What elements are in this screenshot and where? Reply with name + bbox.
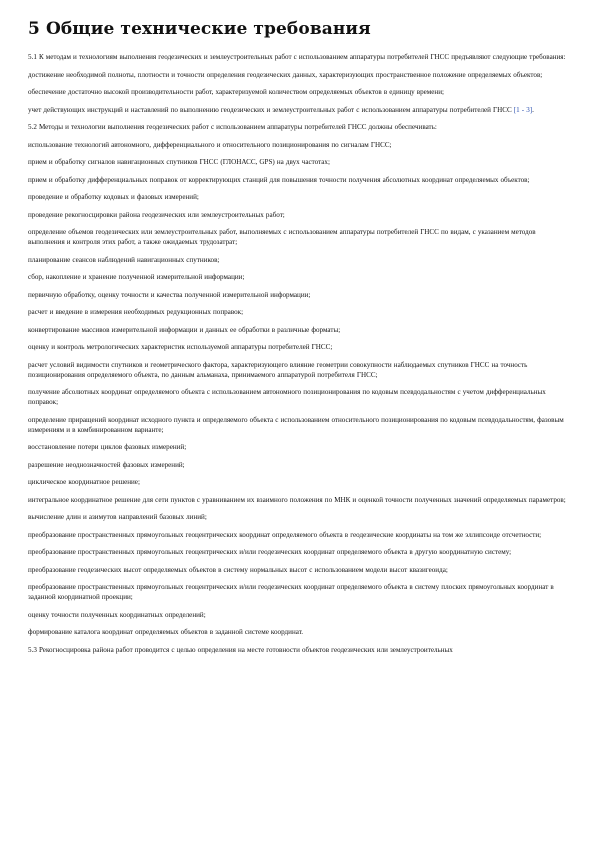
paragraph <box>28 70 567 80</box>
paragraph-text: преобразование пространственных прямоугольных геоцентрических и/или геодезических координат определяемого объекта в систему плоских прямоугольных координат в заданной координатной проекции; <box>28 583 554 601</box>
paragraph <box>28 582 567 602</box>
paragraph-text: конвертирование массивов измерительной информации и данных ее обработки в различные форматы; <box>28 325 341 334</box>
paragraph-text: разрешение неоднозначностей фазовых измерений; <box>28 460 185 469</box>
paragraph <box>28 325 567 335</box>
paragraph-text: планирование сеансов наблюдений навигационных спутников; <box>28 255 220 264</box>
paragraph <box>28 360 567 380</box>
paragraph <box>28 645 567 655</box>
paragraph-text: расчет условий видимости спутников и геометрического фактора, характеризующего влияние геометрии совокупности наблюдаемых спутников ГНСС на точность позиционирования определяемого объекта, по данным альманаха, принимаемого аппаратурой потребителя ГНСС; <box>28 360 528 379</box>
paragraph-text: 5.2 Методы и технологии выполнения геодезических работ с использованием аппаратуры потребителей ГНСС должны обеспечивать: <box>28 123 437 131</box>
paragraph <box>28 565 567 575</box>
paragraph <box>28 342 567 352</box>
paragraph-list <box>28 52 567 655</box>
paragraph <box>28 175 567 185</box>
paragraph <box>28 255 567 265</box>
paragraph-text: использование технологий автономного, дифференциального и относительного позиционирования по сигналам ГНСС; <box>28 140 392 149</box>
paragraph <box>28 272 567 282</box>
paragraph-text: получение абсолютных координат определяемого объекта с использованием автономного позиционирования по кодовым псевдодальностям с учетом дифференциальных поправок; <box>28 388 546 406</box>
paragraph <box>28 227 567 247</box>
paragraph-text: определение объемов геодезических или землеустроительных работ, выполняемых с использованием аппаратуры потребителей ГНСС по видам, с указанием методов выполнения и контроля этих работ, а также ожидаемых трудозатрат; <box>28 228 536 246</box>
paragraph-text: расчет и введение в измерения необходимых редукционных поправок; <box>28 308 244 316</box>
paragraph-text: вычисление длин и азимутов направлений базовых линий; <box>28 513 207 521</box>
paragraph-text: 5.3 Рекогносцировка района работ проводится с целью определения на месте готовности объектов геодезических или землеустроительных <box>28 645 453 654</box>
paragraph <box>28 495 567 505</box>
paragraph-text: определение приращений координат исходного пункта и определяемого объекта с использованием относительного позиционирования по кодовым псевдодальностям, фазовым измерениям и в комбинированном варианте; <box>28 415 564 434</box>
paragraph-text: проведение и обработку кодовых и фазовых измерений; <box>28 193 199 201</box>
paragraph <box>28 52 567 62</box>
paragraph-text: восстановление потери циклов фазовых измерений; <box>28 443 187 451</box>
paragraph <box>28 547 567 557</box>
paragraph <box>28 387 567 407</box>
paragraph <box>28 610 567 620</box>
paragraph <box>28 290 567 300</box>
paragraph <box>28 477 567 487</box>
paragraph <box>28 87 567 97</box>
paragraph-text: сбор, накопление и хранение полученной измерительной информации; <box>28 273 245 281</box>
paragraph-text: достижение необходимой полноты, плотности и точности определения геодезических данных, характеризующих пространственное положение определяемых объектов; <box>28 70 543 79</box>
paragraph-text: преобразование геодезических высот определяемых объектов в систему нормальных высот с использованием модели высот квазигеоида; <box>28 565 448 574</box>
paragraph-text: оценку и контроль метрологических характеристик используемой аппаратуры потребителей ГНСС; <box>28 343 333 351</box>
paragraph <box>28 192 567 202</box>
paragraph-text: преобразование пространственных прямоугольных геоцентрических координат определяемого объекта в геодезические координаты на том же эллипсоиде отсчетности; <box>28 530 542 539</box>
paragraph <box>28 157 567 167</box>
paragraph-text: 5.1 К методам и технологиям выполнения геодезических и землеустроительных работ с использованием аппаратуры потребителей ГНСС предъявляют следующие требования: <box>28 53 566 61</box>
paragraph-text: прием и обработку сигналов навигационных спутников ГНСС (ГЛОНАСС, GPS) на двух частотах; <box>28 158 330 166</box>
paragraph-tail: . <box>532 105 534 114</box>
paragraph <box>28 122 567 132</box>
paragraph-text: первичную обработку, оценку точности и качества полученной измерительной информации; <box>28 290 311 299</box>
paragraph <box>28 140 567 150</box>
reference-link[interactable]: [1 - 3] <box>513 105 533 114</box>
paragraph <box>28 627 567 637</box>
paragraph <box>28 415 567 435</box>
paragraph-text: интегральное координатное решение для сети пунктов с уравниванием их взаимного положения по МНК и оценкой точности полученных значений определяемых параметров; <box>28 495 566 504</box>
section-title: 5 Общие технические требования <box>28 19 371 39</box>
paragraph <box>28 512 567 522</box>
paragraph-text: проведение рекогносцировки района геодезических или землеустроительных работ; <box>28 210 285 219</box>
paragraph-text: преобразование пространственных прямоугольных геоцентрических и/или геодезических координат определяемого объекта в другую координатную систему; <box>28 548 512 556</box>
paragraph-text: формирование каталога координат определяемых объектов в заданной системе координат. <box>28 628 304 636</box>
paragraph <box>28 460 567 470</box>
paragraph <box>28 105 567 115</box>
paragraph-text: прием и обработку дифференциальных поправок от корректирующих станций для повышения точности получения абсолютных координат определяемых объектов; <box>28 175 530 184</box>
paragraph-text: оценку точности полученных координатных определений; <box>28 610 206 619</box>
paragraph <box>28 307 567 317</box>
paragraph <box>28 442 567 452</box>
paragraph <box>28 210 567 220</box>
paragraph <box>28 530 567 540</box>
paragraph-text: обеспечение достаточно высокой производительности работ, характеризуемой количеством определяемых объектов в единицу времени; <box>28 88 444 96</box>
paragraph-text: циклическое координатное решение; <box>28 478 140 486</box>
paragraph-text: учет действующих инструкций и наставлений по выполнению геодезических и землеустроительных работ с использованием аппаратуры потребителей ГНСС <box>28 105 514 114</box>
